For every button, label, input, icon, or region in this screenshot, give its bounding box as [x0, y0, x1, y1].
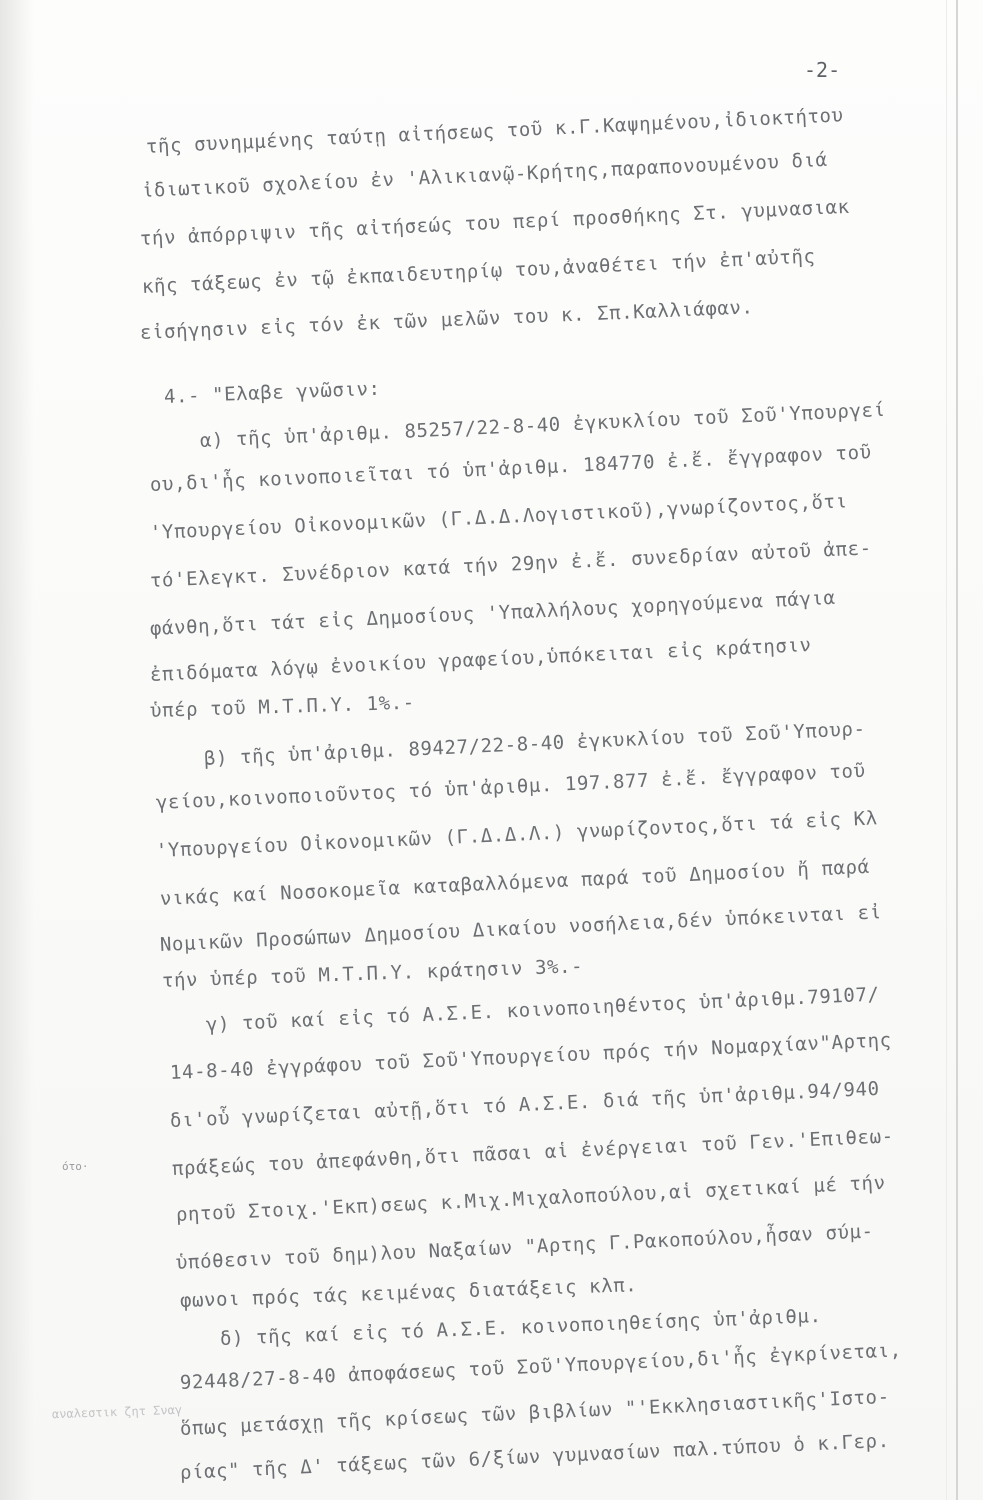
text-line: τήν ἀπόρριψιν τῆς αἰτήσεώς του περί προσθήκης Στ. γυμνασιακ: [139, 195, 851, 250]
text-line: 92448/27-8-40 ἀποφάσεως τοῦ Σοῦ'Υπουργείου,δι'ἧς ἐγκρίνεται,: [179, 1339, 903, 1394]
text-line: Νομικῶν Προσώπων Δημοσίου Δικαίου νοσήλεια,δέν ὑπόκεινται εἰ: [159, 901, 883, 956]
margin-note: ότο·: [62, 1160, 89, 1173]
scan-page-edge: [956, 0, 958, 1500]
text-line: γείου,κοινοποιοῦντος τό ὑπ'ἀριθμ. 197.877 ἐ.ἔ. ἔγγραφον τοῦ: [155, 759, 867, 814]
text-line: ρίας" τῆς Δ' τάξεως τῶν 6/ξίων γυμνασίων παλ.τύπου ὁ κ.Γερ.: [179, 1429, 891, 1484]
section-heading: 4.- "Ελαβε γνῶσιν:: [163, 377, 381, 408]
text-line: ρητοῦ Στοιχ.'Εκπ)σεως κ.Μιχ.Μιχαλοπούλου,αἱ σχετικαί μέ τήν: [175, 1171, 887, 1226]
text-line: ὅπως μετάσχῃ τῆς κρίσεως τῶν βιβλίων "'Εκκλησιαστικῆς'Ιστο-: [179, 1385, 891, 1440]
text-line: τό'Ελεγκτ. Συνέδριον κατά τήν 29ην ἐ.ἔ. συνεδρίαν αὐτοῦ ἀπε-: [149, 537, 873, 592]
text-line: τήν ὑπέρ τοῦ Μ.Τ.Π.Υ. κράτησιν 3%.-: [161, 955, 584, 992]
scan-edge-shadow: [0, 0, 34, 1500]
text-line: 'Υπουργείου Οἰκονομικῶν (Γ.Δ.Δ.Λ.) γνωρίζοντος,ὅτι τά εἰς Κλ: [155, 807, 879, 862]
text-line: δι'οὗ γνωρίζεται αὐτῇ,ὅτι τό Α.Σ.Ε. διά τῆς ὑπ'ἀριθμ.94/940: [169, 1077, 881, 1132]
text-line: εἰσήγησιν εἰς τόν ἐκ τῶν μελῶν του κ. Σπ.Καλλιάφαν.: [139, 296, 754, 344]
text-line: φωνοι πρός τάς κειμένας διατάξεις κλπ.: [179, 1274, 638, 1312]
text-line: ἰδιωτικοῦ σχολείου ἐν 'Αλικιανῷ-Κρήτης,παραπονουμένου διά: [141, 148, 829, 202]
text-line: φάνθη,ὅτι τάτ εἰς Δημοσίους 'Υπαλλήλους χορηγούμενα πάγια: [149, 586, 837, 640]
text-line: ἐπιδόματα λόγῳ ἐνοικίου γραφείου,ὑπόκειται εἰς κράτησιν: [149, 633, 812, 686]
text-line: τῆς συνημμένης ταύτῃ αἰτήσεως τοῦ κ.Γ.Καψημένου,ἰδιοκτήτου: [145, 104, 845, 158]
scan-margin-line: [946, 0, 947, 1500]
text-line: ου,δι'ἧς κοινοποιεῖται τό ὑπ'ἀριθμ. 184770 ἐ.ἔ. ἔγγραφον τοῦ: [149, 441, 873, 496]
page-number: -2-: [804, 58, 841, 82]
text-line: β) τῆς ὑπ'ἀριθμ. 89427/22-8-40 ἐγκυκλίου τοῦ Σοῦ'Υπουρ-: [203, 717, 866, 770]
text-line: ὑπέρ τοῦ Μ.Τ.Π.Υ. 1%.-: [149, 691, 416, 722]
text-line: δ) τῆς καί εἰς τό Α.Σ.Ε. κοινοποιηθείσης ὑπ'ἀριθμ.: [219, 1304, 822, 1350]
text-line: πράξεώς του ἀπεφάνθη,ὅτι πᾶσαι αἱ ἐνέργειαι τοῦ Γεν.'Επιθεω-: [171, 1125, 895, 1180]
text-line: 'Υπουργείου Οἰκονομικῶν (Γ.Δ.Δ.Λογιστικοῦ),γνωρίζοντος,ὅτι: [149, 490, 849, 544]
text-line: κῆς τάξεως ἐν τῷ ἐκπαιδευτηρίῳ του,ἀναθέτει τήν ἐπ'αὐτῆς: [141, 245, 816, 298]
text-line: νικάς καί Νοσοκομεῖα καταβαλλόμενα παρά τοῦ Δημοσίου ἤ παρά: [159, 855, 871, 910]
bleed-through-text: αναλεστικ ζητ Σναγ: [51, 1402, 183, 1422]
text-line: γ) τοῦ καί εἰς τό Α.Σ.Ε. κοινοποιηθέντος ὑπ'ἀριθμ.79107/: [205, 983, 880, 1036]
text-line: 14-8-40 ἐγγράφου τοῦ Σοῦ'Υπουργείου πρός τήν Νομαρχίαν"Αρτης: [169, 1029, 893, 1084]
text-line: ὑπόθεσιν τοῦ δημ)λου Ναξαίων "Αρτης Γ.Ρακοπούλου,ἦσαν σύμ-: [175, 1220, 875, 1274]
text-line: α) τῆς ὑπ'ἀριθμ. 85257/22-8-40 ἐγκυκλίου τοῦ Σοῦ'Υπουργεί: [199, 398, 887, 452]
